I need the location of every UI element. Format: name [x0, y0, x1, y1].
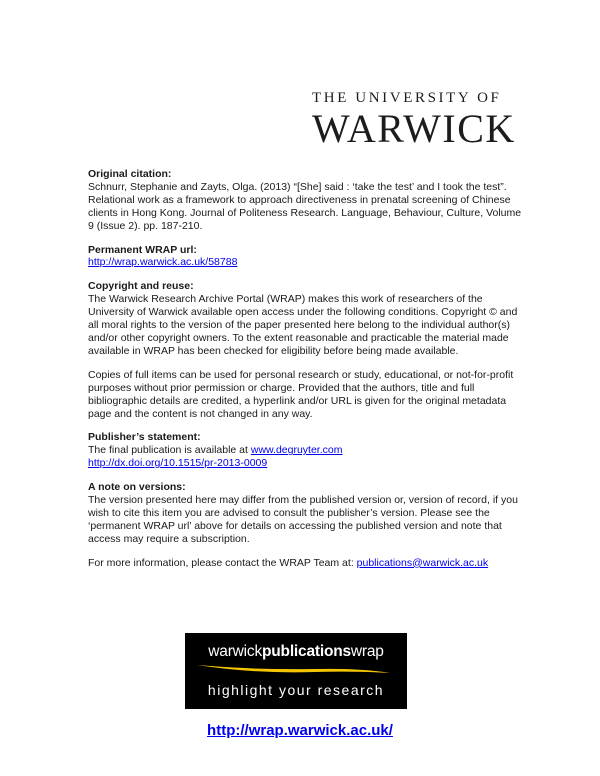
- versions-section: [88, 481, 524, 569]
- footer-url-container: [0, 722, 600, 739]
- logo-line-university-of: THE UNIVERSITY OF: [312, 90, 502, 106]
- publisher-heading: Publisher’s statement:: [88, 431, 201, 444]
- copyright-section: [88, 280, 524, 420]
- banner-tagline: highlight your research: [207, 682, 385, 698]
- citation-heading: Original citation:: [88, 168, 172, 180]
- citation-section: [88, 168, 524, 233]
- permanent-url-section: [88, 244, 524, 270]
- banner-title-warwick: warwick: [208, 643, 263, 660]
- copyright-paragraph-2: Copies of full items can be used for personal research or study, educational, or not-for-profit purposes without prior permission or charge. Provided that the authors, title and full bibliographic details are credited, a hyperlink and/or URL is given for the original metadata page and the content is not changed in any way.: [88, 368, 514, 420]
- logo-line-warwick: WARWICK: [312, 106, 516, 151]
- document-body: [88, 168, 524, 581]
- degruyter-link[interactable]: www.degruyter.com: [250, 444, 343, 457]
- university-logo: [312, 88, 522, 149]
- banner-title-wrap: wrap: [350, 643, 384, 660]
- copyright-heading: Copyright and reuse:: [88, 280, 194, 293]
- permanent-url-link[interactable]: http://wrap.warwick.ac.uk/58788: [88, 256, 238, 269]
- permanent-url-heading: Permanent WRAP url:: [88, 243, 197, 256]
- wrap-banner: [185, 633, 407, 709]
- publisher-section: [88, 431, 524, 470]
- copyright-paragraph-1: The Warwick Research Archive Portal (WRAP) makes this work of researchers of the University of Warwick available open access under the following conditions. Copyright © and all moral rights to the version of the paper presented here belong to the individual author(s) and/or other copyright owners. To the extent reasonable and practicable the material made available in WRAP has been checked for eligibility before being made available.: [88, 293, 518, 357]
- versions-text: The version presented here may differ from the published version or, version of record, if you wish to cite this item you are advised to consult the publisher’s version. Please see the ‘permanent WRAP url’ above for details on accessing the published version and note that access may require a subscription.: [88, 494, 518, 545]
- yellow-swoosh-icon: [185, 659, 407, 679]
- wrap-home-link[interactable]: http://wrap.warwick.ac.uk/: [207, 722, 393, 739]
- contact-text: For more information, please contact the WRAP Team at:: [88, 556, 357, 569]
- doi-link[interactable]: http://dx.doi.org/10.1515/pr-2013-0009: [88, 457, 268, 470]
- versions-heading: A note on versions:: [88, 481, 186, 494]
- banner-title-publications: publications: [262, 643, 351, 660]
- citation-text: Schnurr, Stephanie and Zayts, Olga. (2013) “[She] said : ‘take the test’ and I took the test”. Relational work as a framework to approach directiveness in prenatal screening of Chinese clients in Hong Kong. Journal of Politeness Research. Language, Behaviour, Culture, Volume 9 (Issue 2). pp. 187-210.: [88, 180, 522, 232]
- contact-email-link[interactable]: publications@warwick.ac.uk: [356, 556, 489, 569]
- publisher-text: The final publication is available at: [88, 444, 251, 457]
